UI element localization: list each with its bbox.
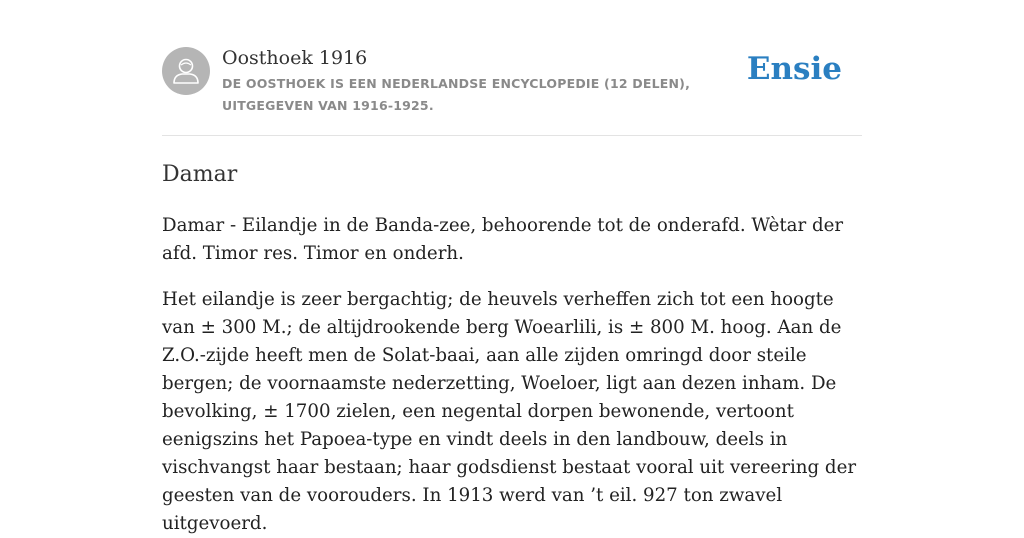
header-divider [162, 135, 862, 136]
source-description: DE OOSTHOEK IS EEN NEDERLANDSE ENCYCLOPEDIE (12 DELEN), UITGEGEVEN VAN 1916-1925. [222, 76, 691, 113]
article-paragraph-2: Het eilandje is zeer bergachtig; de heuvels verheffen zich tot een hoogte van ± 300 M.; de altijdrookende berg Woearlili, is ± 800 M. hoog. Aan de Z.O.-zijde heeft men de Solat-baai, aan alle zijden omringd door steile bergen; de voornaamste nederzetting, Woeloer, ligt aan dezen inham. De bevolking, ± 1700 zielen, een negental dorpen bewonende, vertoont eenigszins het Papoea-type en vindt deels in den landbouw, deels in vischvangst haar bestaan; haar godsdienst bestaat vooral uit vereering der geesten van de voorouders. In 1913 werd van ’t eil. 927 ton zwavel uitgevoerd. [162, 289, 857, 534]
source-header [162, 46, 862, 116]
article-title: Damar [162, 162, 238, 187]
article-paragraph-1: Damar - Eilandje in de Banda-zee, behoorende tot de onderafd. Wètar der afd. Timor res. Timor en onderh. [162, 215, 844, 264]
ensie-logo-link[interactable]: Ensie [746, 51, 842, 87]
source-title[interactable]: Oosthoek 1916 [222, 47, 368, 69]
user-avatar-icon[interactable] [162, 47, 210, 95]
user-outline-icon [162, 47, 210, 95]
article [162, 158, 862, 538]
